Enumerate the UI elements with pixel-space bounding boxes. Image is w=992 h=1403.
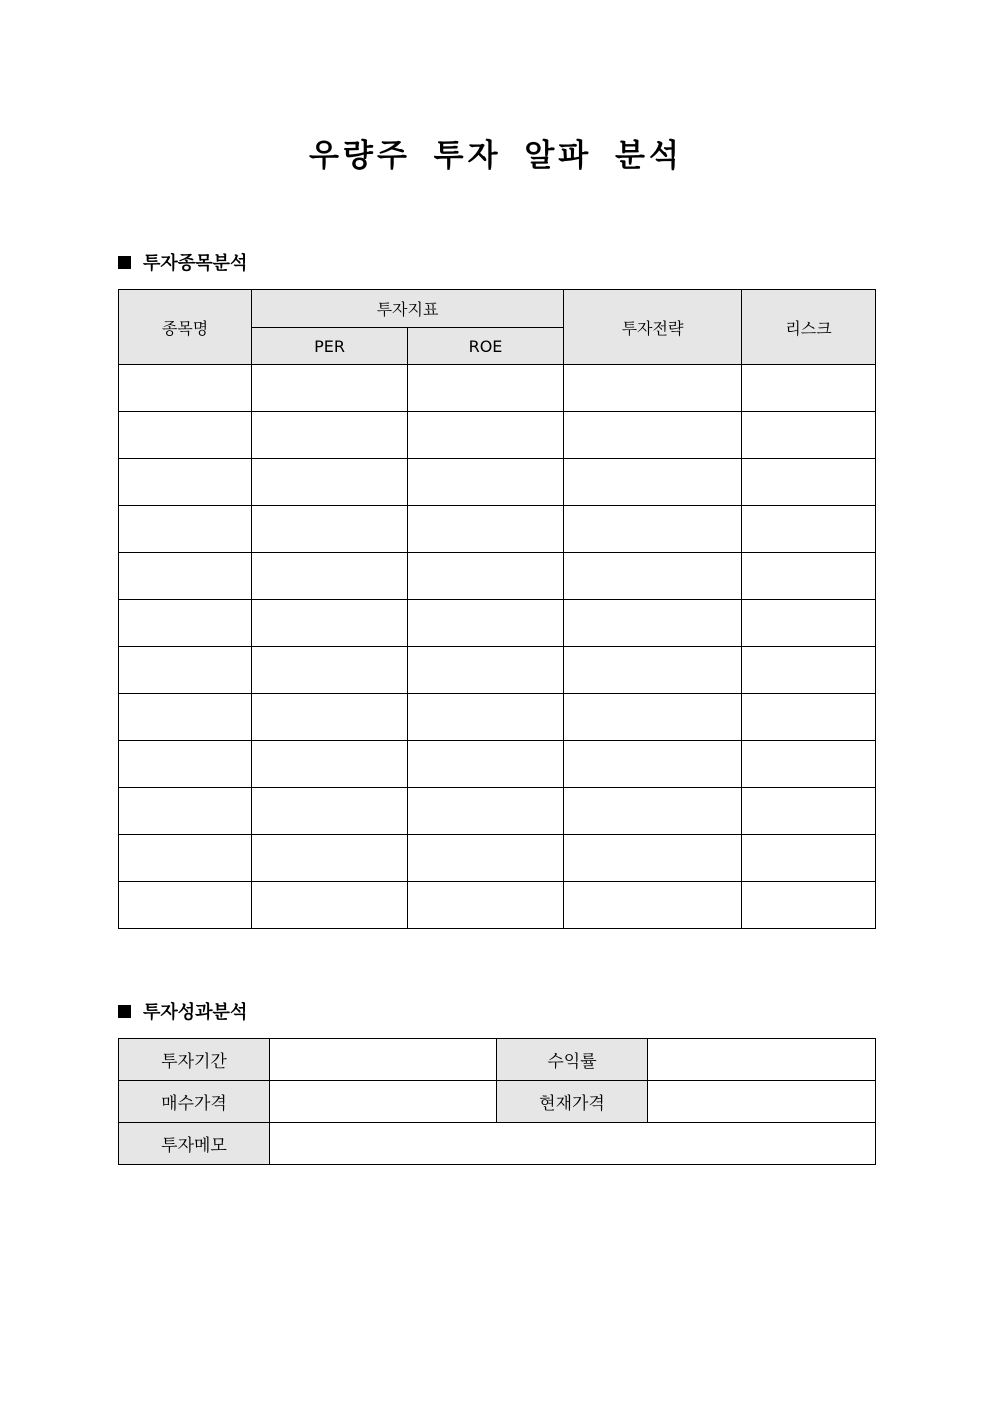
table-row [119,741,876,788]
section-heading-text: 투자성과분석 [143,1002,248,1023]
investment-period-cell[interactable] [270,1039,497,1081]
stock-name-cell[interactable] [119,647,252,694]
per-cell[interactable] [252,553,408,600]
roe-cell[interactable] [408,600,564,647]
strategy-cell[interactable] [564,835,742,882]
table-row [119,459,876,506]
label-investment-memo: 투자메모 [119,1123,270,1165]
roe-cell[interactable] [408,788,564,835]
per-cell[interactable] [252,365,408,412]
stock-name-cell[interactable] [119,506,252,553]
stock-name-cell[interactable] [119,365,252,412]
risk-cell[interactable] [742,882,876,929]
risk-cell[interactable] [742,647,876,694]
table-row [119,412,876,459]
column-header-per: PER [252,328,408,365]
table-row [119,835,876,882]
table-row [119,553,876,600]
per-cell[interactable] [252,506,408,553]
section-heading-text: 투자종목분석 [143,253,248,274]
risk-cell[interactable] [742,835,876,882]
stock-name-cell[interactable] [119,459,252,506]
per-cell[interactable] [252,788,408,835]
roe-cell[interactable] [408,835,564,882]
table-row [119,1123,876,1165]
roe-cell[interactable] [408,553,564,600]
current-price-cell[interactable] [648,1081,876,1123]
strategy-cell[interactable] [564,600,742,647]
investment-memo-cell[interactable] [270,1123,876,1165]
performance-analysis-table [118,1038,876,1165]
label-buy-price: 매수가격 [119,1081,270,1123]
strategy-cell[interactable] [564,459,742,506]
stock-name-cell[interactable] [119,741,252,788]
stock-name-cell[interactable] [119,835,252,882]
roe-cell[interactable] [408,882,564,929]
strategy-cell[interactable] [564,412,742,459]
roe-cell[interactable] [408,459,564,506]
square-bullet-icon [118,1005,131,1018]
page-title: 우량주 투자 알파 분석 [309,138,683,174]
risk-cell[interactable] [742,788,876,835]
risk-cell[interactable] [742,694,876,741]
column-header-roe: ROE [408,328,564,365]
risk-cell[interactable] [742,553,876,600]
risk-cell[interactable] [742,412,876,459]
column-header-risk: 리스크 [742,290,876,365]
risk-cell[interactable] [742,600,876,647]
strategy-cell[interactable] [564,553,742,600]
stock-name-cell[interactable] [119,412,252,459]
risk-cell[interactable] [742,365,876,412]
roe-cell[interactable] [408,365,564,412]
table-row [119,1039,876,1081]
table-row [119,694,876,741]
column-header-indicators: 투자지표 [252,290,564,328]
strategy-cell[interactable] [564,694,742,741]
roe-cell[interactable] [408,412,564,459]
per-cell[interactable] [252,835,408,882]
strategy-cell[interactable] [564,788,742,835]
per-cell[interactable] [252,412,408,459]
risk-cell[interactable] [742,506,876,553]
table-row [119,600,876,647]
table-row [119,1081,876,1123]
per-cell[interactable] [252,647,408,694]
table-row [119,506,876,553]
table-row [119,882,876,929]
section-heading-performance-analysis [118,1000,247,1026]
stock-name-cell[interactable] [119,882,252,929]
risk-cell[interactable] [742,459,876,506]
strategy-cell[interactable] [564,647,742,694]
stock-name-cell[interactable] [119,600,252,647]
stock-name-cell[interactable] [119,553,252,600]
return-rate-cell[interactable] [648,1039,876,1081]
column-header-strategy: 투자전략 [564,290,742,365]
label-current-price: 현재가격 [497,1081,648,1123]
per-cell[interactable] [252,741,408,788]
roe-cell[interactable] [408,694,564,741]
square-bullet-icon [118,256,131,269]
stock-table-body [119,365,876,929]
section-heading-stock-analysis [118,251,247,277]
strategy-cell[interactable] [564,506,742,553]
label-return-rate: 수익률 [497,1039,648,1081]
strategy-cell[interactable] [564,882,742,929]
stock-name-cell[interactable] [119,788,252,835]
roe-cell[interactable] [408,506,564,553]
strategy-cell[interactable] [564,741,742,788]
buy-price-cell[interactable] [270,1081,497,1123]
per-cell[interactable] [252,459,408,506]
table-row [119,365,876,412]
roe-cell[interactable] [408,741,564,788]
roe-cell[interactable] [408,647,564,694]
stock-name-cell[interactable] [119,694,252,741]
column-header-stock-name: 종목명 [119,290,252,365]
strategy-cell[interactable] [564,365,742,412]
table-row [119,647,876,694]
table-row [119,788,876,835]
stock-analysis-table [118,289,876,929]
label-investment-period: 투자기간 [119,1039,270,1081]
per-cell[interactable] [252,694,408,741]
risk-cell[interactable] [742,741,876,788]
per-cell[interactable] [252,600,408,647]
per-cell[interactable] [252,882,408,929]
